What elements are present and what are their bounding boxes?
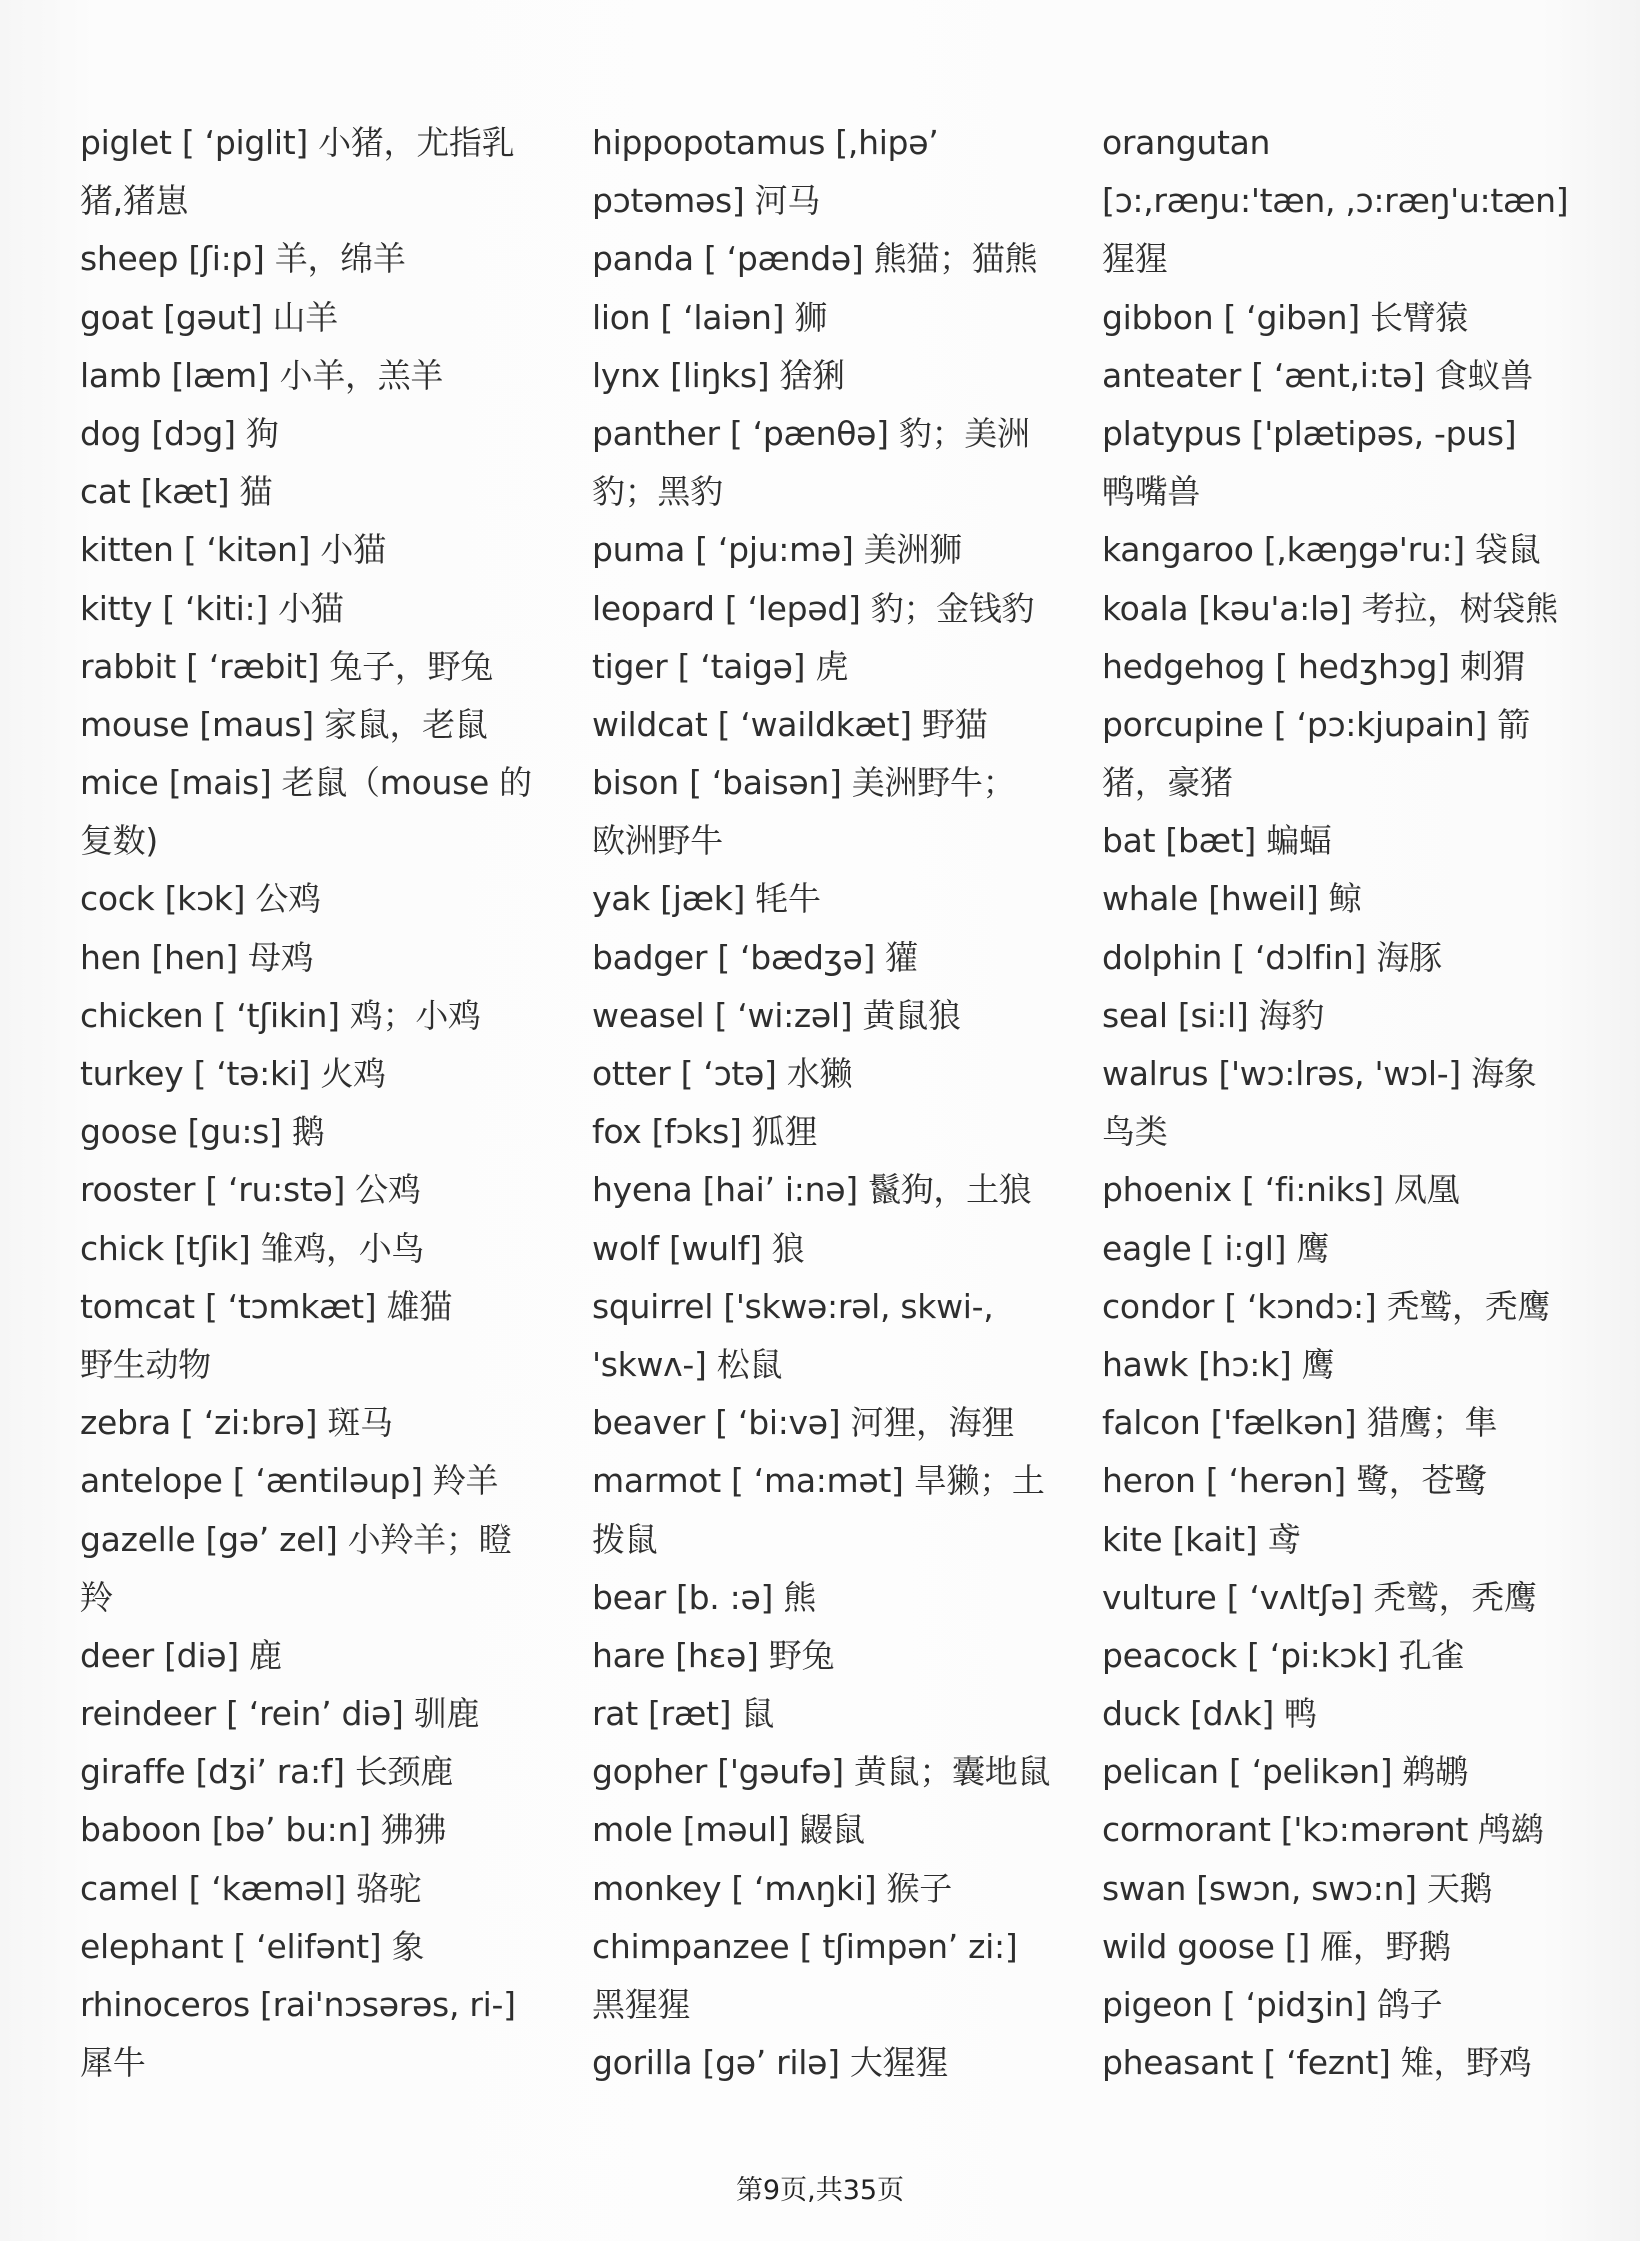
vocab-entry: puma [ ‘pju:mə] 美洲狮 — [592, 530, 962, 570]
vocab-entry: lion [ ‘laiən] 狮 — [592, 297, 828, 337]
vocab-entry: wild goose [] 雁，野鹅 — [1102, 1926, 1451, 1966]
vocab-entry: [ɔ:,ræŋu:'tæn, ,ɔ:ræŋ'u:tæn] — [1102, 181, 1569, 221]
vocab-entry: hare [hεə] 野兔 — [592, 1635, 835, 1675]
vocab-entry: dolphin [ ‘dɔlfin] 海豚 — [1102, 937, 1442, 977]
vocab-entry: fox [fɔks] 狐狸 — [592, 1112, 818, 1152]
vocab-entry: 猪,猪崽 — [80, 181, 189, 221]
vocab-entry: panda [ ‘pændə] 熊猫；猫熊 — [592, 239, 1038, 279]
vocab-entry: 拨鼠 — [592, 1519, 658, 1559]
vocab-entry: koala [kəu'a:lə] 考拉，树袋熊 — [1102, 588, 1558, 628]
vocab-entry: 复数) — [80, 821, 158, 861]
vocab-entry: mouse [maus] 家鼠，老鼠 — [80, 704, 488, 744]
vocab-column-right — [1102, 114, 1607, 2092]
vocab-entry: dog [dɔg] 狗 — [80, 413, 279, 453]
vocab-entry: tiger [ ‘taigə] 虎 — [592, 646, 849, 686]
vocab-entry: 豹；黑豹 — [592, 472, 723, 512]
vocab-entry: cock [kɔk] 公鸡 — [80, 879, 321, 919]
vocab-entry: pɔtəməs] 河马 — [592, 181, 821, 221]
vocab-entry: cormorant ['kɔ:mərənt 鸬鹚 — [1102, 1810, 1544, 1850]
vocab-entry: bison [ ‘baisən] 美洲野牛； — [592, 763, 1016, 803]
vocab-entry: eagle [ i:gl] 鹰 — [1102, 1228, 1330, 1268]
vocab-entry: badger [ ‘bædʒə] 獾 — [592, 937, 918, 977]
vocab-entry: platypus ['plætipəs, -pus] — [1102, 413, 1517, 453]
vocab-entry: kitty [ ‘kiti:] 小猫 — [80, 588, 344, 628]
vocab-entry: zebra [ ‘zi:brə] 斑马 — [80, 1403, 393, 1443]
vocab-entry: pigeon [ ‘pidʒin] 鸽子 — [1102, 1985, 1443, 2024]
vocab-entry: goose [gu:s] 鹅 — [80, 1112, 325, 1152]
vocab-entry: cat [kæt] 猫 — [80, 472, 273, 512]
vocab-entry: 犀牛 — [80, 2043, 146, 2083]
category-heading-birds: 鸟类 — [1102, 1112, 1168, 1152]
vocab-entry: goat [gəut] 山羊 — [80, 297, 338, 337]
vocab-entry: hippopotamus [,hipə’ — [592, 123, 939, 162]
vocab-entry: giraffe [dʒi’ ra:f] 长颈鹿 — [80, 1752, 453, 1792]
vocab-entry: phoenix [ ‘fi:niks] 凤凰 — [1102, 1170, 1460, 1210]
vocab-entry: deer [diə] 鹿 — [80, 1635, 282, 1675]
vocab-entry: kitten [ ‘kitən] 小猫 — [80, 530, 386, 570]
vocab-entry: gibbon [ ‘gibən] 长臂猿 — [1102, 297, 1469, 337]
vocab-entry: turkey [ ‘tə:ki] 火鸡 — [80, 1054, 386, 1093]
vocab-entry: rabbit [ ‘ræbit] 兔子，野兔 — [80, 646, 493, 686]
vocab-entry: kangaroo [,kæŋgə'ru:] 袋鼠 — [1102, 530, 1541, 570]
vocab-entry: pheasant [ ‘feznt] 雉，野鸡 — [1102, 2043, 1532, 2083]
vocab-entry: wolf [wulf] 狼 — [592, 1228, 805, 1268]
vocab-entry: mice [mais] 老鼠（mouse 的 — [80, 763, 532, 803]
vocab-entry: 欧洲野牛 — [592, 821, 723, 861]
vocab-entry: chick [tʃik] 雏鸡，小鸟 — [80, 1228, 425, 1268]
vocab-entry: anteater [ ‘ænt,i:tə] 食蚁兽 — [1102, 355, 1533, 395]
vocab-entry: gopher ['gəufə] 黄鼠；囊地鼠 — [592, 1752, 1051, 1792]
vocab-entry: hawk [hɔ:k] 鹰 — [1102, 1344, 1335, 1384]
vocab-entry: yak [jæk] 牦牛 — [592, 879, 821, 919]
vocab-entry: lamb [læm] 小羊，羔羊 — [80, 355, 444, 395]
vocab-entry: 'skwʌ-] 松鼠 — [592, 1344, 783, 1384]
category-heading-wild-animals: 野生动物 — [80, 1344, 211, 1384]
vocab-entry: tomcat [ ‘tɔmkæt] 雄猫 — [80, 1286, 452, 1326]
vocab-entry: chicken [ ‘tʃikin] 鸡；小鸡 — [80, 995, 481, 1035]
vocab-entry: whale [hweil] 鲸 — [1102, 879, 1362, 919]
vocab-entry: chimpanzee [ tʃimpən’ zi:] — [592, 1926, 1018, 1966]
vocab-entry: mole [məul] 鼹鼠 — [592, 1810, 865, 1850]
vocab-entry: orangutan — [1102, 123, 1271, 162]
vocab-entry: baboon [bə’ bu:n] 狒狒 — [80, 1810, 447, 1850]
vocab-entry: peacock [ ‘pi:kɔk] 孔雀 — [1102, 1635, 1465, 1675]
vocab-entry: piglet [ ‘piglit] 小猪，尤指乳 — [80, 123, 515, 162]
vocab-entry: rat [ræt] 鼠 — [592, 1694, 775, 1734]
vocab-entry: 黑猩猩 — [592, 1985, 691, 2024]
vocab-entry: condor [ ‘kɔndɔ:] 秃鹫，秃鹰 — [1102, 1286, 1551, 1326]
vocab-entry: 鸭嘴兽 — [1102, 472, 1201, 512]
vocab-entry: lynx [liŋks] 猞猁 — [592, 355, 845, 395]
vocab-entry: vulture [ ‘vʌltʃə] 秃鹫，秃鹰 — [1102, 1577, 1537, 1617]
vocab-entry: walrus ['wɔ:lrəs, 'wɔl-] 海象 — [1102, 1054, 1537, 1093]
vocab-entry: bear [b. :ə] 熊 — [592, 1577, 816, 1617]
vocab-entry: hedgehog [ hedʒhɔg] 刺猬 — [1102, 646, 1526, 686]
vocab-entry: beaver [ ‘bi:və] 河狸，海狸 — [592, 1403, 1015, 1443]
vocab-column-middle — [592, 114, 1092, 2092]
vocab-entry: marmot [ ‘ma:mət] 旱獭；土 — [592, 1461, 1045, 1501]
vocab-entry: seal [si:l] 海豹 — [1102, 995, 1325, 1035]
vocab-entry: rooster [ ‘ru:stə] 公鸡 — [80, 1170, 421, 1210]
vocab-entry: 羚 — [80, 1577, 113, 1617]
page-number: 第9页,共35页 — [735, 2175, 905, 2206]
vocab-entry: monkey [ ‘mʌŋki] 猴子 — [592, 1868, 952, 1908]
vocab-entry: bat [bæt] 蝙蝠 — [1102, 821, 1332, 861]
vocab-entry: duck [dʌk] 鸭 — [1102, 1694, 1317, 1734]
vocab-entry: pelican [ ‘pelikən] 鹈鹕 — [1102, 1752, 1468, 1792]
vocab-entry: wildcat [ ‘waildkæt] 野猫 — [592, 704, 988, 744]
vocab-entry: elephant [ ‘elifənt] 象 — [80, 1926, 425, 1966]
vocab-entry: panther [ ‘pænθə] 豹；美洲 — [592, 413, 1030, 453]
vocab-entry: gazelle [gə’ zel] 小羚羊；瞪 — [80, 1519, 512, 1559]
vocab-entry: heron [ ‘herən] 鹭，苍鹭 — [1102, 1461, 1487, 1501]
vocab-entry: 猪，豪猪 — [1102, 763, 1233, 803]
vocab-entry: porcupine [ ‘pɔ:kjupain] 箭 — [1102, 704, 1530, 744]
vocab-entry: gorilla [gə’ rilə] 大猩猩 — [592, 2043, 948, 2083]
vocab-entry: reindeer [ ‘rein’ diə] 驯鹿 — [80, 1694, 480, 1734]
vocab-entry: squirrel ['skwə:rəl, skwi-, — [592, 1286, 994, 1326]
vocab-entry: hen [hen] 母鸡 — [80, 937, 314, 977]
vocab-entry: 猩猩 — [1102, 239, 1168, 279]
vocab-entry: weasel [ ‘wi:zəl] 黄鼠狼 — [592, 995, 961, 1035]
vocab-entry: swan [swɔn, swɔ:n] 天鹅 — [1102, 1868, 1493, 1908]
vocab-entry: camel [ ‘kæməl] 骆驼 — [80, 1868, 422, 1908]
vocab-entry: leopard [ ‘lepəd] 豹；金钱豹 — [592, 588, 1035, 628]
vocab-entry: otter [ ‘ɔtə] 水獭 — [592, 1054, 853, 1093]
vocab-entry: kite [kait] 鸢 — [1102, 1519, 1301, 1559]
vocab-entry: hyena [hai’ i:nə] 鬣狗，土狼 — [592, 1170, 1032, 1210]
vocab-entry: antelope [ ‘æntiləup] 羚羊 — [80, 1461, 499, 1501]
vocab-entry: rhinoceros [rai'nɔsərəs, ri-] — [80, 1985, 516, 2024]
vocab-entry: sheep [ʃi:p] 羊，绵羊 — [80, 239, 406, 279]
vocab-entry: falcon ['fælkən] 猎鹰；隼 — [1102, 1403, 1498, 1443]
vocab-column-left — [80, 114, 580, 2092]
